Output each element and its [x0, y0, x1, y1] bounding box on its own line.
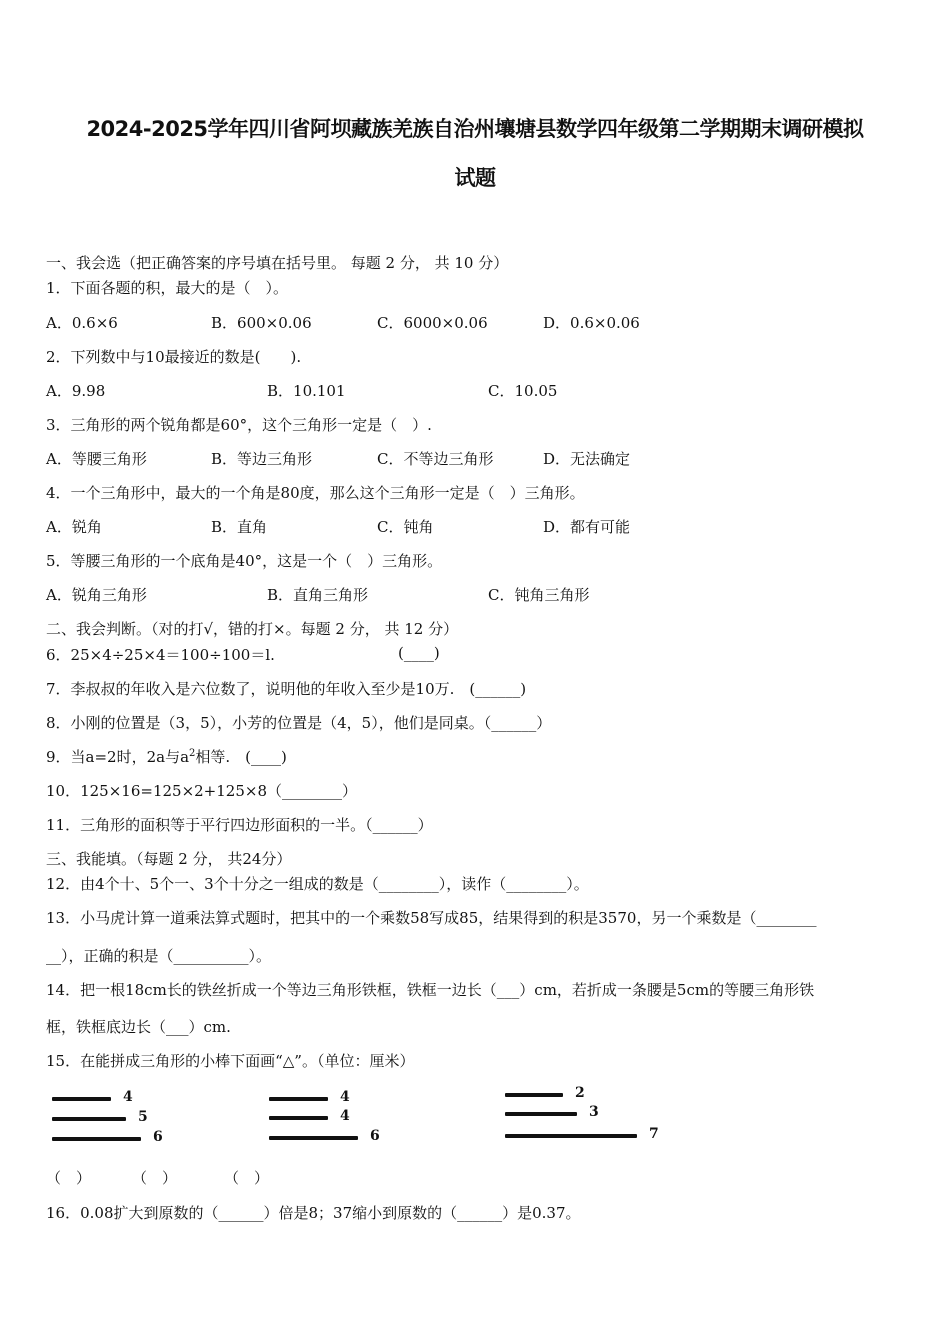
q1-option-b: B．600×0.06	[211, 314, 312, 332]
stick-label-3-3: 7	[649, 1126, 659, 1142]
stick-label-2-3: 6	[370, 1128, 380, 1144]
q5-option-b: B．直角三角形	[267, 586, 369, 604]
question-9	[46, 746, 287, 767]
q2-option-b: B．10.101	[267, 382, 346, 400]
stick-label-1-1: 4	[123, 1089, 133, 1105]
question-11: 11．三角形的面积等于平行四边形面积的一半。（______）	[46, 816, 433, 834]
question-9-text-end: 相等. (____)	[195, 748, 287, 766]
question-9-text: 9．当a=2时，2a与a	[46, 748, 190, 766]
question-12: 12．由4个十、5个一、3个十分之一组成的数是（________），读作（________）。	[46, 875, 589, 893]
q4-option-c: C．钝角	[377, 518, 434, 536]
question-3: 3．三角形的两个锐角都是60°，这个三角形一定是（ ）.	[46, 416, 432, 434]
q1-option-d: D．0.6×0.06	[543, 314, 640, 332]
question-13-cont: __），正确的积是（__________）。	[46, 947, 272, 965]
stick-label-2-2: 4	[340, 1108, 350, 1124]
q3-option-b: B．等边三角形	[211, 450, 313, 468]
stick-3-2	[505, 1112, 577, 1116]
question-2: 2．下列数中与10最接近的数是( ).	[46, 348, 302, 366]
q2-option-c: C．10.05	[488, 382, 558, 400]
question-4: 4．一个三角形中，最大的一个角是80度，那么这个三角形一定是（ ）三角形。	[46, 484, 585, 502]
question-9-exponent: 2	[189, 748, 196, 759]
question-6-answer-blank: (____)	[398, 644, 440, 662]
question-1: 1．下面各题的积，最大的是（ ）。	[46, 279, 289, 297]
q15-answer-paren-2[interactable]: （ ）	[132, 1169, 178, 1187]
stick-2-3	[269, 1136, 358, 1140]
q2-option-a: A．9.98	[46, 382, 106, 400]
q1-option-c: C．6000×0.06	[377, 314, 488, 332]
question-16: 16．0.08扩大到原数的（______）倍是8；37缩小到原数的（______）是0.37。	[46, 1204, 581, 1222]
stick-label-2-1: 4	[340, 1089, 350, 1105]
stick-3-3	[505, 1134, 637, 1138]
stick-1-3	[52, 1137, 141, 1141]
question-15: 15．在能拼成三角形的小棒下面画“△”。（单位：厘米）	[46, 1052, 415, 1070]
section-2-heading: 二、我会判断。（对的打√，错的打×。每题 2 分， 共 12 分）	[46, 620, 459, 638]
q3-option-d: D．无法确定	[543, 450, 631, 468]
stick-2-1	[269, 1097, 328, 1101]
q4-option-d: D．都有可能	[543, 518, 631, 536]
stick-2-2	[269, 1116, 328, 1120]
question-14: 14．把一根18cm长的铁丝折成一个等边三角形铁框，铁框一边长（___）cm，若折成一条腰是5cm的等腰三角形铁	[46, 981, 815, 999]
question-7: 7．李叔叔的年收入是六位数了，说明他的年收入至少是10万. (______)	[46, 680, 527, 698]
stick-label-3-1: 2	[575, 1085, 585, 1101]
stick-1-1	[52, 1097, 111, 1101]
q4-option-a: A．锐角	[46, 518, 102, 536]
page-title-cont: 试题	[454, 166, 496, 190]
question-10: 10．125×16=125×2+125×8（________）	[46, 782, 357, 800]
q5-option-a: A．锐角三角形	[46, 586, 147, 604]
q3-option-c: C．不等边三角形	[377, 450, 494, 468]
q1-option-a: A．0.6×6	[46, 314, 118, 332]
stick-label-3-2: 3	[589, 1104, 599, 1120]
q3-option-a: A．等腰三角形	[46, 450, 147, 468]
q5-option-c: C．钝角三角形	[488, 586, 590, 604]
stick-3-1	[505, 1093, 563, 1097]
question-8: 8．小刚的位置是（3，5），小芳的位置是（4，5），他们是同桌。（______）	[46, 714, 552, 732]
section-1-heading: 一、我会选（把正确答案的序号填在括号里。 每题 2 分， 共 10 分）	[46, 254, 509, 272]
stick-label-1-3: 6	[153, 1129, 163, 1145]
question-5: 5．等腰三角形的一个底角是40°，这是一个（ ）三角形。	[46, 552, 443, 570]
question-6: 6．25×4÷25×4＝100÷100＝l.	[46, 646, 275, 664]
question-13: 13．小马虎计算一道乘法算式题时，把其中的一个乘数58写成85，结果得到的积是3570，另一个乘数是（________	[46, 909, 817, 927]
question-14-cont: 框，铁框底边长（___）cm.	[46, 1018, 231, 1036]
stick-label-1-2: 5	[138, 1109, 148, 1125]
stick-1-2	[52, 1117, 126, 1121]
q15-answer-paren-3[interactable]: （ ）	[224, 1169, 270, 1187]
page-title: 2024-2025学年四川省阿坝藏族羌族自治州壤塘县数学四年级第二学期期末调研模拟	[86, 117, 864, 141]
section-3-heading: 三、我能填。（每题 2 分， 共24分）	[46, 850, 292, 868]
q4-option-b: B．直角	[211, 518, 268, 536]
q15-answer-paren-1[interactable]: （ ）	[46, 1169, 92, 1187]
